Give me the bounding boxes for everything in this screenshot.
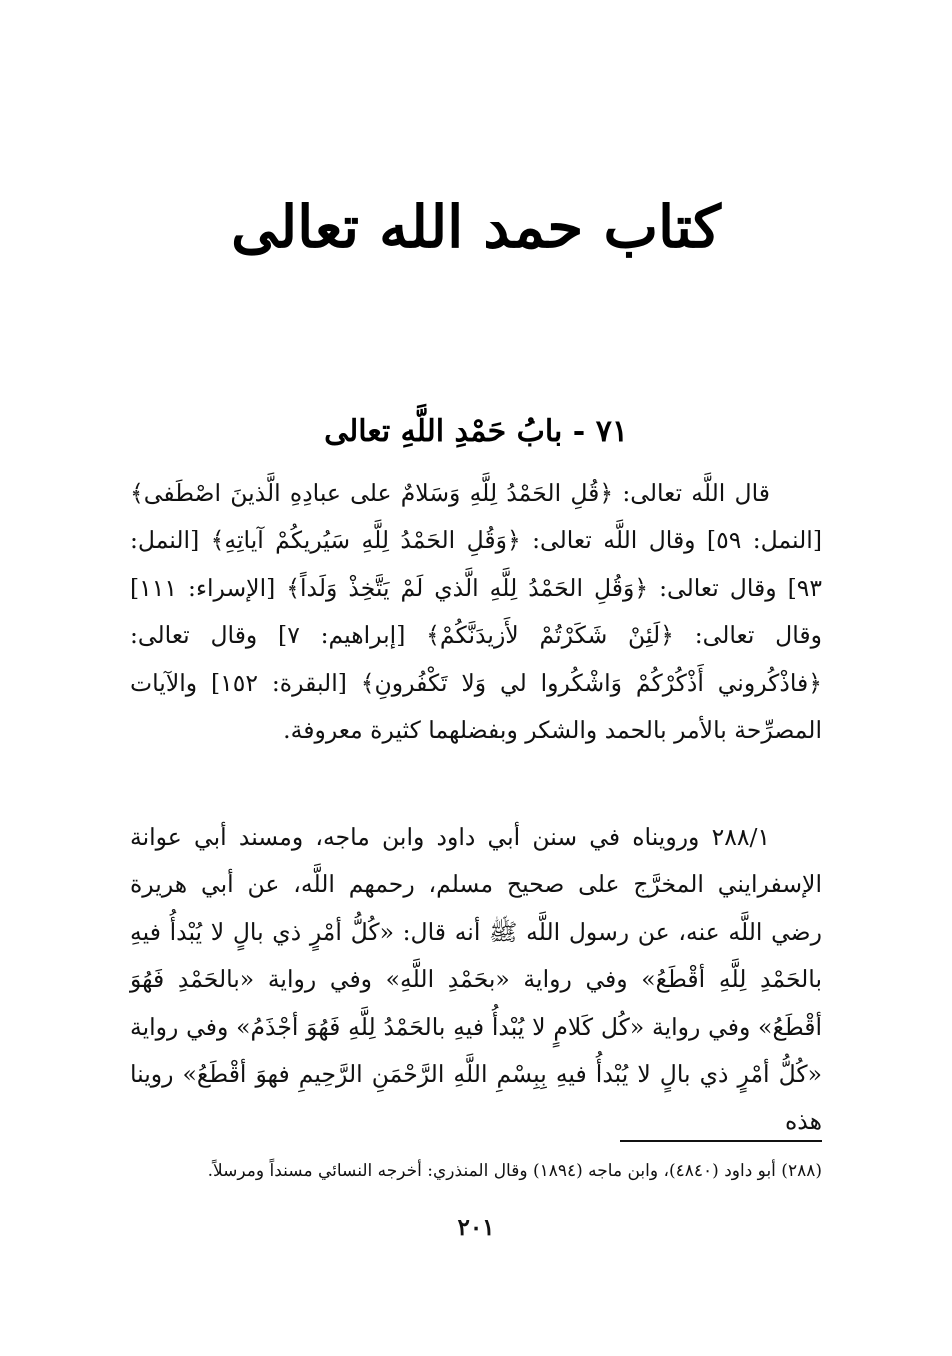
- hadith-paragraph-text: ٢٨٨/١ ورويناه في سنن أبي داود وابن ماجه، ومسند أبي عوانة الإسفرايني المخرَّج على صحيح مسلم، رحمهم اللَّه، عن أبي هريرة رضي اللَّه عنه، عن رسول اللَّه ﷺ أنه قال: «كُلُّ أمْرٍ ذي بالٍ لا يُبْدأُ فيهِ بالحَمْدِ لِلَّهِ أقْطَعُ» وفي رواية «بحَمْدِ اللَّهِ» وفي رواية «بالحَمْدِ فَهُوَ أقْطَعُ» وفي رواية «كُل كَلامٍ لا يُبْدأُ فيهِ بالحَمْدُ لِلَّهِ فَهُوَ أجْذَمُ» وفي رواية «كُلُّ أمْرٍ ذي بالٍ لا يُبْدأُ فيهِ بِبِسْمِ اللَّهِ الرَّحْمَنِ الرَّحِيمِ فهوَ أقْطَعُ» روينا هذه: [130, 823, 822, 1136]
- intro-paragraph-text: قال اللَّه تعالى: ﴿قُلِ الحَمْدُ لِلَّهِ وَسَلامٌ على عبادِهِ الَّذينَ اصْطَفى﴾ [النمل: ٥٩] وقال اللَّه تعالى: ﴿وَقُلِ الحَمْدُ لِلَّهِ سَيُريكُمْ آياتِهِ﴾ [النمل: ٩٣] وقال تعالى: ﴿وَقُلِ الحَمْدُ لِلَّهِ الَّذي لَمْ يَتَّخِذْ وَلَداً﴾ [الإسراء: ١١١] وقال تعالى: ﴿لَئِنْ شَكَرْتُمْ لأَزيدَنَّكُمْ﴾ [إبراهيم: ٧] وقال تعالى: ﴿فاذْكُروني أَذْكُرْكُمْ وَاشْكُروا لي وَلا تَكْفُرونِ﴾ [البقرة: ١٥٢] والآيات المصرِّحة بالأمر بالحمد والشكر وبفضلهما كثيرة معروفة.: [130, 479, 822, 745]
- footnote: (٢٨٨) أبو داود (٤٨٤٠)، وابن ماجه (١٨٩٤) وقال المنذري: أخرجه النسائي مسنداً ومرسلاً.: [207, 1161, 822, 1181]
- intro-paragraph: [130, 470, 822, 810]
- hadith-paragraph: [130, 814, 822, 1136]
- chapter-heading: ٧١ - بابُ حَمْدِ اللَّهِ تعالى: [324, 413, 628, 449]
- page-number: ٢٠١: [457, 1214, 495, 1241]
- footnote-divider: [620, 1140, 822, 1142]
- book-title: كتاب حمد الله تعالى: [231, 193, 721, 261]
